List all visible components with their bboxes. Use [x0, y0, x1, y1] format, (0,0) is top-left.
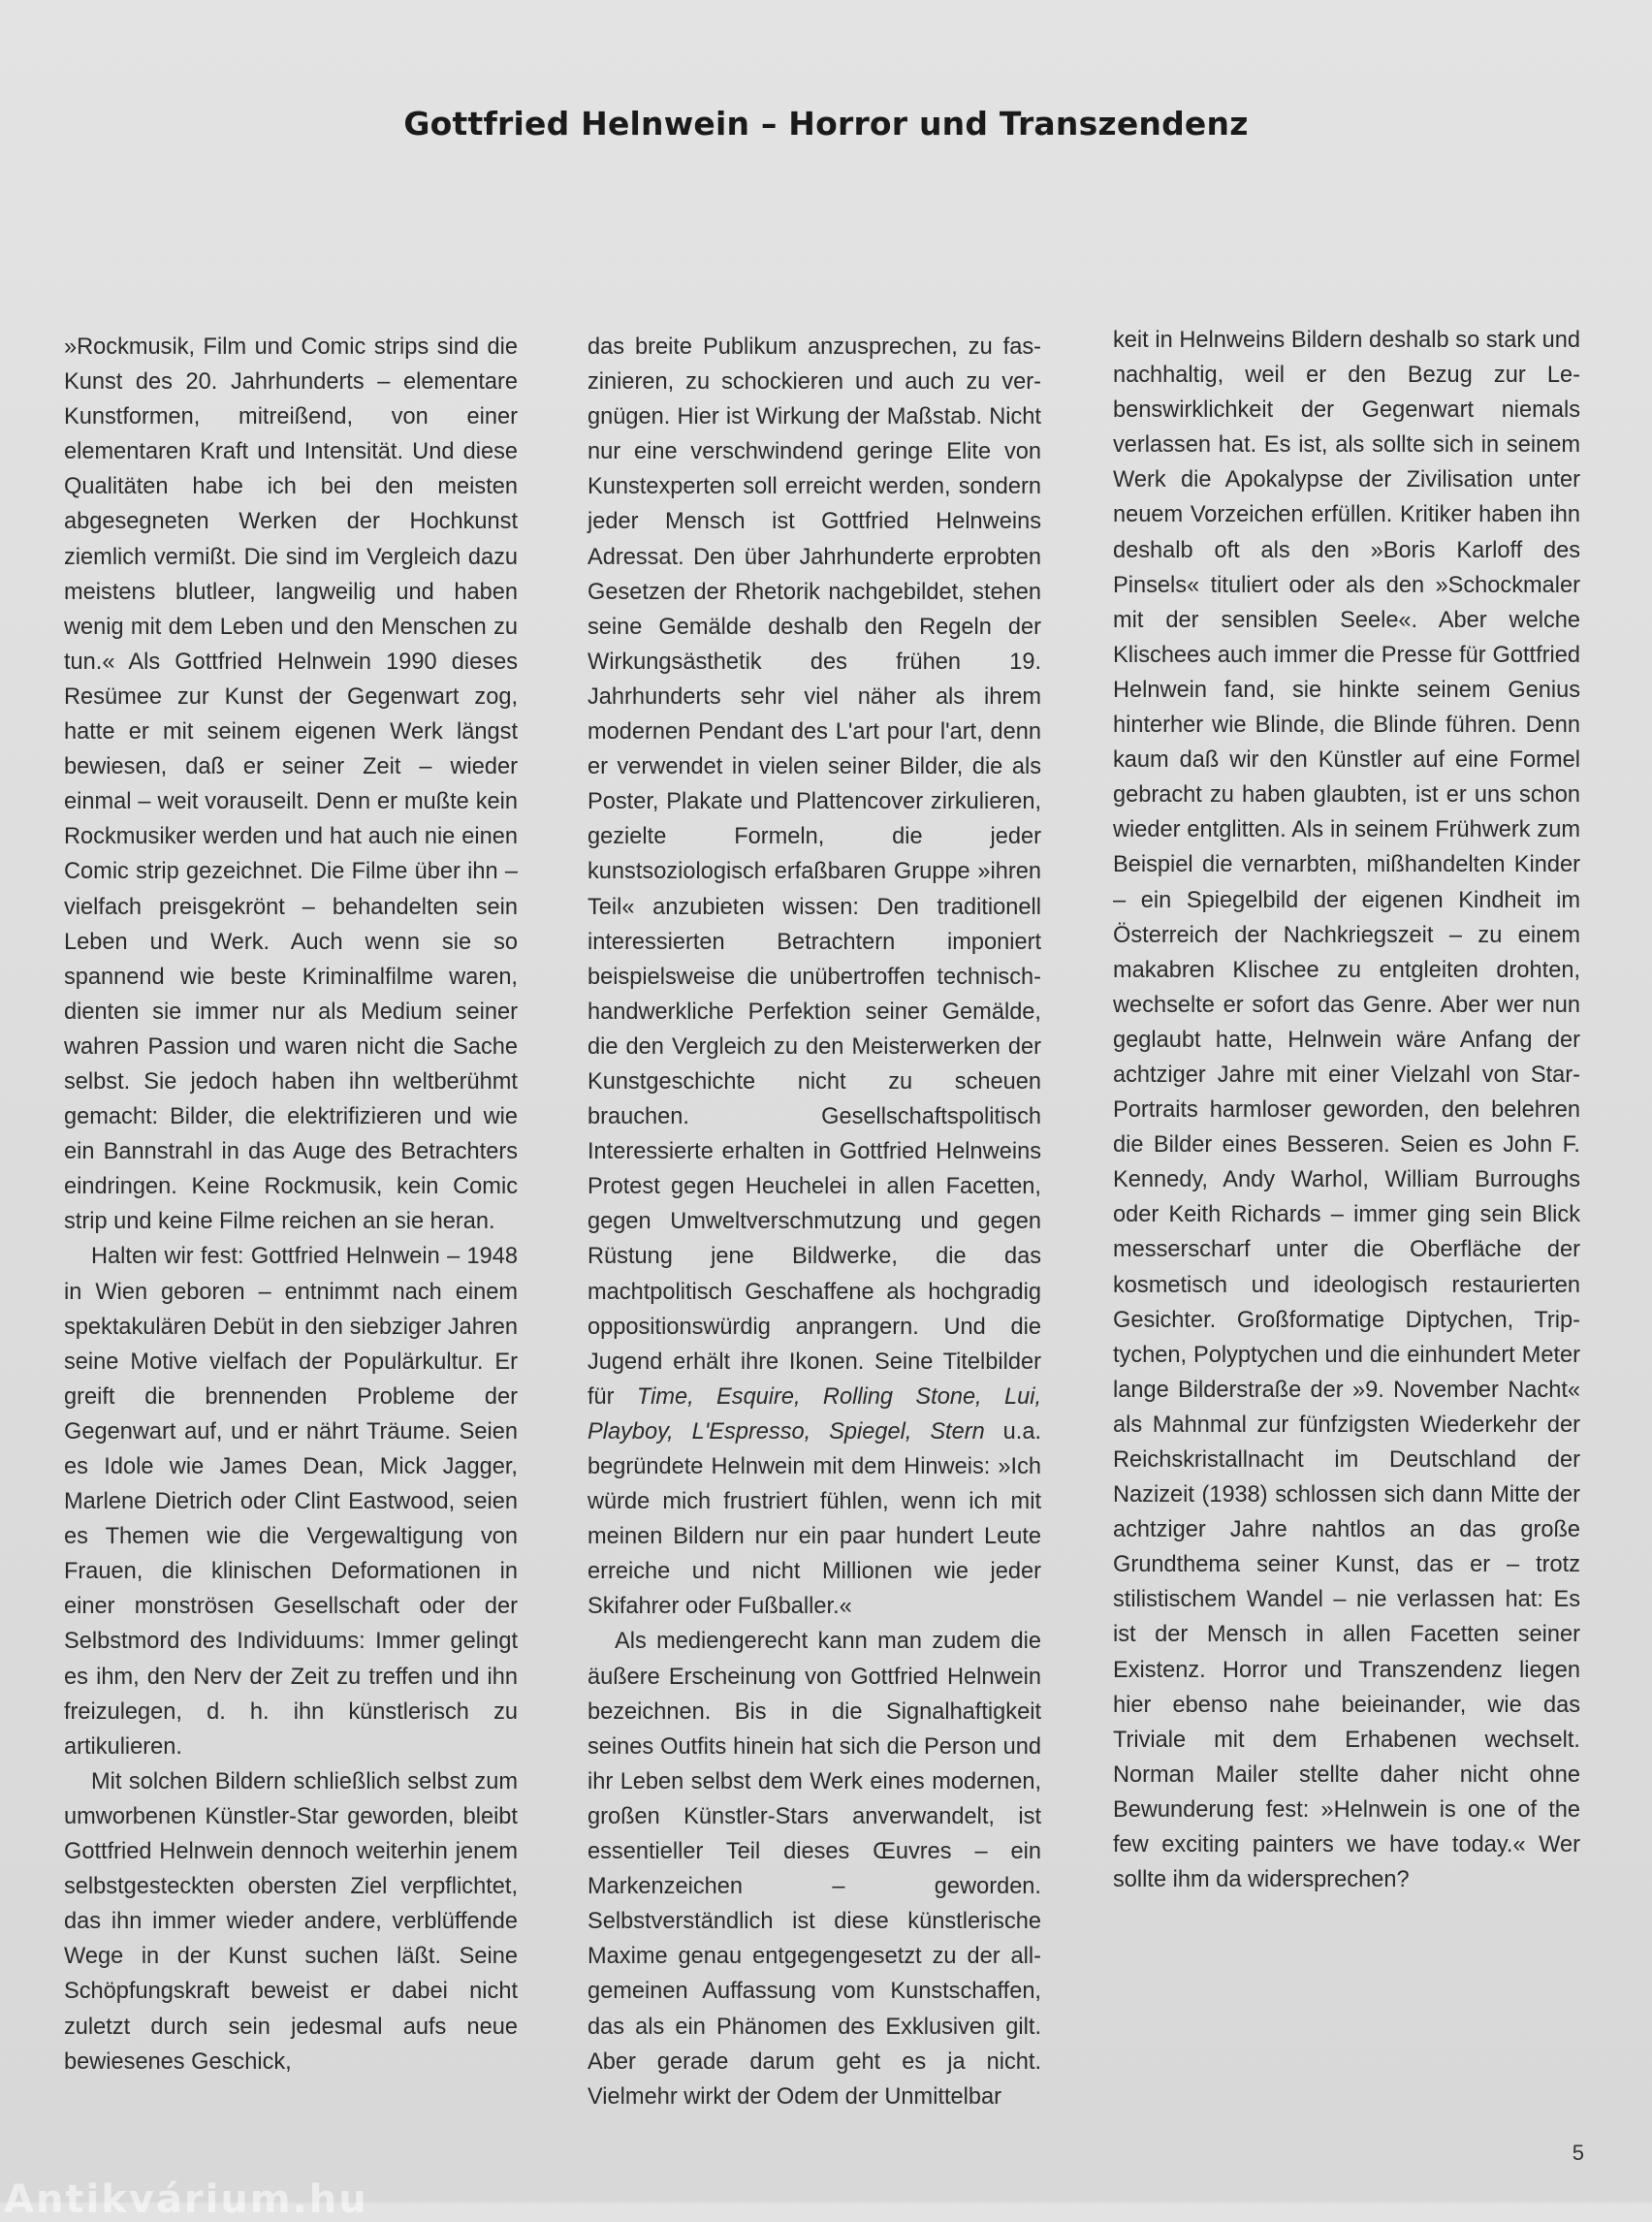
paragraph [588, 330, 1041, 1624]
magazine-titles: Time, Esquire, Rolling Stone, Lui, Playboy, L'Espresso, Spiegel, Stern [588, 1383, 1042, 1444]
text-column-1 [64, 330, 518, 2079]
paragraph: Mit solchen Bildern schließlich selbst zum umworbenen Künstler-Star geworden, bleibt Gottfried Helnwein dennoch weiterhin jenem selbstgesteckten obersten Ziel verpflichtet, das ihn immer wieder andere, verblüffende Wege in der Kunst suchen läßt. Seine Schöpfungskraft beweist er dabei nicht zuletzt durch sein jedesmal aufs neue bewiesenes Geschick, [64, 1768, 518, 2075]
page-number: 5 [1572, 2141, 1584, 2165]
paragraph: keit in Helnweins Bildern deshalb so stark und nachhaltig, weil er den Bezug zur Lebenswirklichkeit der Gegenwart niemals verlassen hat. Es ist, als sollte sich in seinem Werk die Apokalypse der Zivilisation unter neuem Vorzeichen erfüllen. Kritiker haben ihn deshalb oft als den »Boris Karloff des Pinsels« tituliert oder als den »Schockmaler mit der sensiblen Seele«. Aber welche Klischees auch immer die Presse für Gottfried Helnwein fand, sie hinkte seinem Genius hinterher wie Blinde, die Blinde führen. Denn kaum daß wir den Künstler auf eine Formel gebracht zu haben glaubten, ist er uns schon wieder entglitten. Als in seinem Frühwerk zum Beispiel die vernarbten, mißhandelten Kinder – ein Spiegelbild der eigenen Kindheit im Österreich der Nachkriegszeit – zu einem makabren Klischee zu entgleiten drohten, wechselte er sofort das Genre. Aber wer nun geglaubt hatte, Helnwein wäre Anfang der achtziger Jahre mit einer Vielzahl von Star-Portraits harmloser geworden, den belehren die Bilder eines Besseren. Seien es John F. Kennedy, Andy Warhol, William Burroughs oder Keith Richards – immer ging sein Blick messerscharf unter die Oberfläche der kosmetisch und ideologisch restaurierten Gesichter. Großformatige Diptychen, Triptychen, Polyptychen und die einhundert Meter lange Bilderstraße der »9. November Nacht« als Mahnmal zur fünfzigsten Wiederkehr der Reichskristallnacht im Deutschland der Nazizeit (1938) schlossen sich dann Mitte der achtziger Jahre nahtlos an das große Grundthema seiner Kunst, das er – trotz stilistischem Wandel – nie verlassen hat: Es ist der Mensch in allen Facetten seiner Existenz. Horror und Transzendenz liegen hier ebenso nahe beieinander, wie das Triviale mit dem Erhabenen wechselt. Norman Mailer stellte daher nicht ohne Bewunderung fest: »Helnwein is one of the few exciting painters we have today.« Wer sollte ihm da widersprechen? [1113, 328, 1580, 1893]
page-title: Gottfried Helnwein – Horror und Transzendenz [403, 105, 1249, 143]
paragraph: Als mediengerecht kann man zudem die äußere Erscheinung von Gottfried Helnwein bezeichnen. Bis in die Signalhaftigkeit seines Outfits hinein hat sich die Person und ihr Leben selbst dem Werk eines modernen, großen Künstler-Stars anverwandelt, ist essentieller Teil dieses Œuvres – ein Markenzeichen – geworden. Selbstverständlich ist diese künstlerische Maxime genau entgegengesetzt zu der allgemeinen Auffassung vom Kunstschaffen, das als ein Phänomen des Exklusiven gilt. Aber gerade darum geht es ja nicht. Vielmehr wirkt der Odem der Unmittelbar [588, 1629, 1041, 2110]
text-column-2 [588, 330, 1041, 2114]
paragraph-text: das breite Publikum anzusprechen, zu faszinieren, zu schockieren und auch zu vergnügen. Hier ist Wirkung der Maßstab. Nicht nur eine verschwindend geringe Elite von Kunstexperten soll erreicht werden, sondern jeder Mensch ist Gottfried Helnweins Adressat. Den über Jahrhunderte erprobten Gesetzen der Rhetorik nachgebildet, stehen seine Gemälde deshalb den Regeln der Wirkungsästhetik des frühen 19. Jahrhunderts sehr viel näher als ihrem modernen Pendant des L'art pour l'art, denn er verwendet in vielen seiner Bilder, die als Poster, Plakate und Plattencover zirkulieren, gezielte Formeln, die jeder kunstsoziologisch erfaßbaren Gruppe »ihren Teil« anzubieten wissen: Den traditionell interessierten Betrachtern imponiert beispielsweise die unübertroffen technisch-handwerkliche Perfektion seiner Gemälde, die den Vergleich zu den Meisterwerken der Kunstgeschichte nicht zu scheuen brauchen. Gesellschaftspolitisch Interessierte erhalten in Gottfried Helnweins Protest gegen Heuchelei in allen Facetten, gegen Umweltverschmutzung und gegen Rüstung jene Bildwerke, die das machtpolitisch Geschaffene als hochgradig oppositionswürdig anprangern. Und die Jugend erhält ihre Ikonen. Seine Titelbilder für [588, 334, 1041, 1410]
paragraph-text: u.a. begründete Helnwein mit dem Hinweis: »Ich würde mich frustriert fühlen, wenn ich mit meinen Bildern nur ein paar hundert Leute erreiche und nicht Millionen wie jeder Skifahrer oder Fußballer.« [588, 1418, 1042, 1620]
watermark: Antikvárium.hu [4, 2177, 368, 2222]
paragraph: »Rockmusik, Film und Comic strips sind die Kunst des 20. Jahrhunderts – elementare Kunstformen, mitreißend, von einer elementaren Kraft und Intensität. Und diese Qualitäten habe ich bei den meisten abgesegneten Werken der Hochkunst ziemlich vermißt. Die sind im Vergleich dazu meistens blutleer, langweilig und haben wenig mit dem Leben und den Menschen zu tun.« Als Gottfried Helnwein 1990 dieses Resümee zur Kunst der Gegenwart zog, hatte er mit seinem eigenen Werk längst bewiesen, daß er seiner Zeit – wieder einmal – weit vorauseilt. Denn er mußte kein Rockmusiker werden und hat auch nie einen Comic strip gezeichnet. Die Filme über ihn – vielfach preisgekrönt – behandelten sein Leben und Werk. Auch wenn sie so spannend wie beste Kriminalfilme waren, dienten sie immer nur als Medium seiner wahren Passion und waren nicht die Sache selbst. Sie jedoch haben ihn weltberühmt gemacht: Bilder, die elektrifizieren und wie ein Bannstrahl in das Auge des Betrachters eindringen. Keine Rockmusik, kein Comic strip und keine Filme reichen an sie heran. [64, 334, 518, 1235]
text-column-3 [1113, 323, 1580, 1897]
paragraph: Halten wir fest: Gottfried Helnwein – 1948 in Wien geboren – entnimmt nach einem spektakulären Debüt in den siebziger Jahren seine Motive vielfach der Populärkultur. Er greift die brennenden Probleme der Gegenwart auf, und er nährt Träume. Seien es Idole wie James Dean, Mick Jagger, Marlene Dietrich oder Clint Eastwood, seien es Themen wie die Vergewaltigung von Frauen, die klinischen Deformationen in einer monströsen Gesellschaft oder der Selbstmord des Individuums: Immer gelingt es ihm, den Nerv der Zeit zu treffen und ihn freizulegen, d. h. ihn künstlerisch zu artikulieren. [64, 1244, 518, 1760]
